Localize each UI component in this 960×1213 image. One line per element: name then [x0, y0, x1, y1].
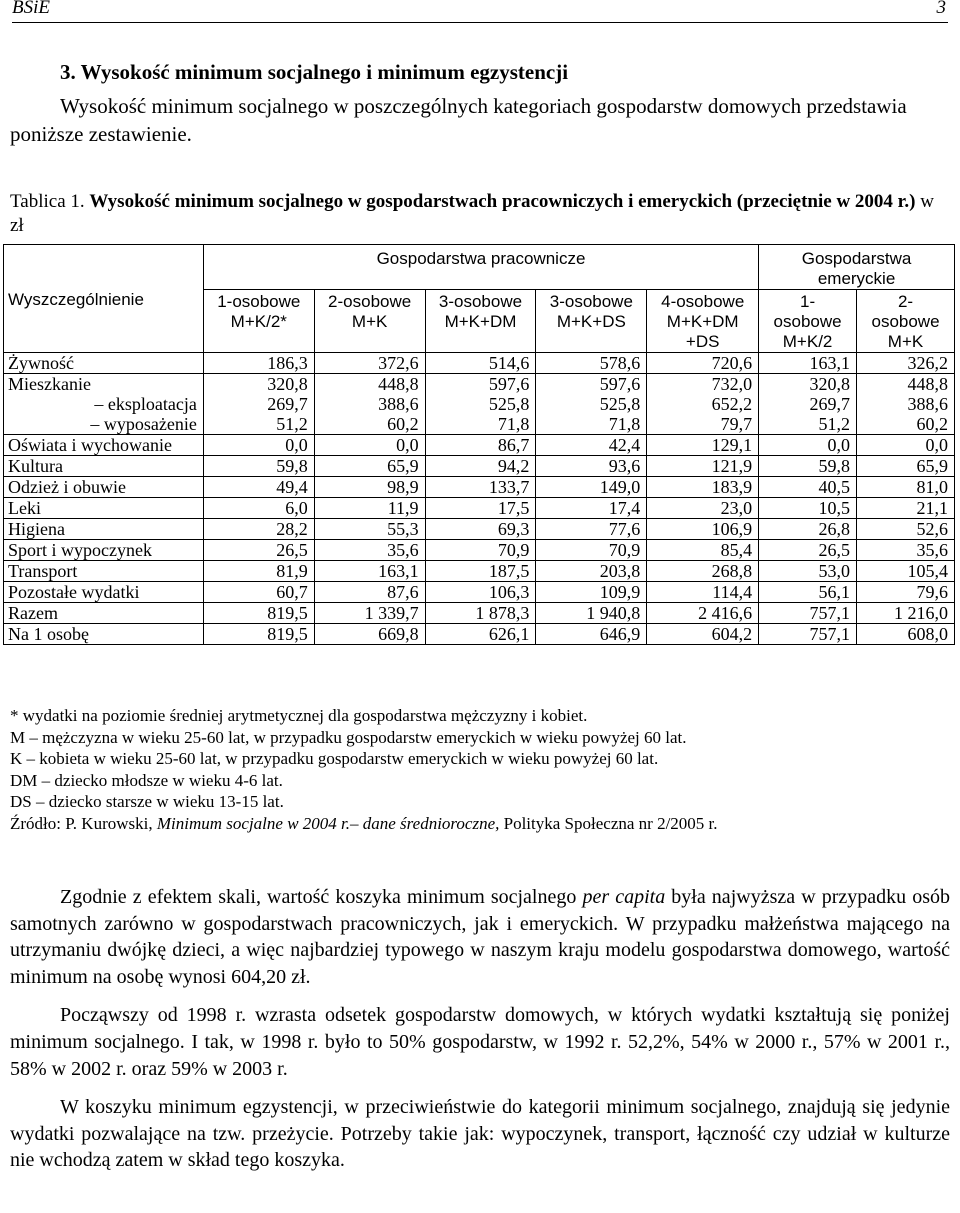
table-cell: 56,1	[759, 582, 857, 603]
column-header-line: 3-osobowe	[549, 292, 633, 311]
table-cell: 372,6	[314, 353, 425, 374]
column-header-line: 2-	[897, 292, 914, 311]
row-label: Mieszkanie	[4, 374, 204, 395]
table-cell: 65,9	[314, 456, 425, 477]
column-header-line: M+K+DS	[556, 312, 626, 331]
table-row	[4, 540, 955, 561]
table-cell: 448,8	[314, 374, 425, 395]
caption-unit: w zł	[10, 191, 934, 236]
table-cell: 79,7	[647, 414, 759, 435]
table-cell: 1 216,0	[857, 603, 955, 624]
table-row	[4, 477, 955, 498]
column-header-5	[647, 290, 759, 353]
journal-abbrev: BSiE	[12, 0, 50, 18]
table-cell: 26,5	[759, 540, 857, 561]
table-cell: 163,1	[314, 561, 425, 582]
caption-prefix: Tablica 1.	[10, 191, 85, 212]
table-cell: 53,0	[759, 561, 857, 582]
table-cell: 35,6	[857, 540, 955, 561]
table-cell: 87,6	[314, 582, 425, 603]
table-notes	[10, 705, 950, 834]
p1-italic: per capita	[582, 886, 666, 908]
table-row	[4, 498, 955, 519]
column-header-line: M+K+DM	[444, 312, 517, 331]
table-cell: 597,6	[425, 374, 536, 395]
table-cell: 70,9	[425, 540, 536, 561]
table-cell: 98,9	[314, 477, 425, 498]
table-cell: 59,8	[203, 456, 314, 477]
table-row	[4, 561, 955, 582]
row-label-header: Wyszczególnienie	[4, 290, 204, 353]
column-header-2	[314, 290, 425, 353]
table-cell: 6,0	[203, 498, 314, 519]
table-cell: 2 416,6	[647, 603, 759, 624]
column-header-4	[536, 290, 647, 353]
p1-text-b: była najwyższa w przypadku osób samotnych zarówno w gospodarstwach pracowniczych, jak i emeryckich. W przypadku małżeństwa mającego na utrzymaniu dwójkę dzieci, a więc najbardziej typowego w naszym kraju modelu gospodarstwa domowego, wartość minimum na osobę wynosi 604,20 zł.	[10, 886, 951, 988]
table-cell: 65,9	[857, 456, 955, 477]
table-cell: 26,8	[759, 519, 857, 540]
page-number: 3	[936, 0, 946, 18]
table-cell: 186,3	[203, 353, 314, 374]
table-cell: 525,8	[425, 394, 536, 414]
column-header-line: 1-osobowe	[217, 292, 301, 311]
table-cell: 81,0	[857, 477, 955, 498]
table-cell: 40,5	[759, 477, 857, 498]
table-cell: 55,3	[314, 519, 425, 540]
table-cell: 203,8	[536, 561, 647, 582]
table-cell: 52,6	[857, 519, 955, 540]
column-header-line: +DS	[685, 332, 720, 351]
column-header-1	[203, 290, 314, 353]
table-cell: 269,7	[759, 394, 857, 414]
table-cell: 133,7	[425, 477, 536, 498]
table-cell: 0,0	[857, 435, 955, 456]
table-row	[4, 435, 955, 456]
table-cell: 720,6	[647, 353, 759, 374]
table-cell: 17,4	[536, 498, 647, 519]
table-row	[4, 374, 955, 395]
table-cell: 17,5	[425, 498, 536, 519]
table-cell: 23,0	[647, 498, 759, 519]
table-cell: 646,9	[536, 624, 647, 645]
table-cell: 69,3	[425, 519, 536, 540]
row-label: Oświata i wychowanie	[4, 435, 204, 456]
table-cell: 514,6	[425, 353, 536, 374]
table-cell: 93,6	[536, 456, 647, 477]
table-cell: 757,1	[759, 603, 857, 624]
column-header-line: osobowe	[773, 312, 842, 331]
table-row	[4, 603, 955, 624]
row-label: Pozostałe wydatki	[4, 582, 204, 603]
column-header-3	[425, 290, 536, 353]
column-header-line: M+K/2*	[230, 312, 287, 331]
group-workers: Gospodarstwa pracownicze	[203, 245, 758, 290]
column-header-line: 3-osobowe	[438, 292, 523, 311]
column-header-line: 1-	[800, 292, 816, 311]
p1-text-a: Zgodnie z efektem skali, wartość koszyka minimum socjalnego	[60, 886, 583, 908]
column-header-line: M+K+DM	[666, 312, 739, 331]
table-cell: 732,0	[647, 374, 759, 395]
table-cell: 86,7	[425, 435, 536, 456]
table-cell: 0,0	[759, 435, 857, 456]
table-row	[4, 353, 955, 374]
table-cell: 109,9	[536, 582, 647, 603]
intro-paragraph: Wysokość minimum socjalnego w poszczególnych kategoriach gospodarstw domowych przedstawia poniższe zestawienie.	[10, 94, 907, 146]
note-m: M – mężczyzna w wieku 25-60 lat, w przypadku gospodarstw emeryckich w wieku powyżej 60 lat.	[10, 727, 687, 747]
table-cell: 81,9	[203, 561, 314, 582]
table-cell: 652,2	[647, 394, 759, 414]
row-label: Kultura	[4, 456, 204, 477]
table-cell: 757,1	[759, 624, 857, 645]
note-source	[10, 813, 950, 835]
caption-title: Wysokość minimum socjalnego w gospodarstwach pracowniczych i emeryckich (przeciętnie w 2004 r.)	[89, 191, 916, 212]
table-cell: 578,6	[536, 353, 647, 374]
running-header	[0, 0, 960, 24]
column-header-6	[759, 290, 857, 353]
table-cell: 129,1	[647, 435, 759, 456]
table-cell: 819,5	[203, 624, 314, 645]
column-header-line: M+K	[351, 312, 388, 331]
source-title: Minimum socjalne w 2004 r.– dane średnioroczne,	[156, 813, 500, 833]
table-cell: 268,8	[647, 561, 759, 582]
table-cell: 608,0	[857, 624, 955, 645]
paragraph-1	[10, 884, 950, 990]
column-header-7	[857, 290, 955, 353]
row-label: Leki	[4, 498, 204, 519]
source-journal: Polityka Społeczna nr 2/2005 r.	[499, 813, 718, 833]
table-cell: 597,6	[536, 374, 647, 395]
table-cell: 448,8	[857, 374, 955, 395]
table-cell: 669,8	[314, 624, 425, 645]
table-cell: 819,5	[203, 603, 314, 624]
table-cell: 77,6	[536, 519, 647, 540]
table-cell: 525,8	[536, 394, 647, 414]
table-row	[4, 519, 955, 540]
table-cell: 149,0	[536, 477, 647, 498]
table-cell: 49,4	[203, 477, 314, 498]
section-title: 3. Wysokość minimum socjalnego i minimum egzystencji	[60, 60, 569, 84]
column-header-line: 4-osobowe	[661, 292, 745, 311]
table-cell: 269,7	[203, 394, 314, 414]
table-cell: 11,9	[314, 498, 425, 519]
table-cell: 320,8	[759, 374, 857, 395]
table-row	[4, 582, 955, 603]
table-cell: 85,4	[647, 540, 759, 561]
row-label: Sport i wypoczynek	[4, 540, 204, 561]
table-cell: 106,3	[425, 582, 536, 603]
note-dm: DM – dziecko młodsze w wieku 4-6 lat.	[10, 770, 283, 790]
note-ds: DS – dziecko starsze w wieku 13-15 lat.	[10, 792, 284, 811]
table-cell: 163,1	[759, 353, 857, 374]
row-label: – wyposażenie	[4, 414, 204, 435]
source-prefix: Źródło: P. Kurowski,	[10, 813, 157, 833]
minimum-table	[3, 244, 955, 645]
table-cell: 60,2	[857, 414, 955, 435]
table-cell: 51,2	[759, 414, 857, 435]
table-row	[4, 414, 955, 435]
table-cell: 79,6	[857, 582, 955, 603]
table-cell: 187,5	[425, 561, 536, 582]
table-cell: 94,2	[425, 456, 536, 477]
column-header-line: osobowe	[871, 312, 940, 331]
row-label: Żywność	[4, 353, 204, 374]
table-cell: 28,2	[203, 519, 314, 540]
table-cell: 1 339,7	[314, 603, 425, 624]
header-empty	[4, 245, 204, 290]
note-k: K – kobieta w wieku 25-60 lat, w przypadku gospodarstw emeryckich w wieku powyżej 60 lat.	[10, 749, 659, 768]
table-cell: 0,0	[314, 435, 425, 456]
table-cell: 388,6	[857, 394, 955, 414]
table-cell: 388,6	[314, 394, 425, 414]
table-cell: 0,0	[203, 435, 314, 456]
table-cell: 26,5	[203, 540, 314, 561]
column-header-line: M+K/2	[782, 332, 833, 351]
table-cell: 183,9	[647, 477, 759, 498]
table-cell: 21,1	[857, 498, 955, 519]
column-header-line: M+K	[887, 332, 924, 351]
row-label: – eksploatacja	[4, 394, 204, 414]
row-label: Razem	[4, 603, 204, 624]
row-label: Odzież i obuwie	[4, 477, 204, 498]
table-cell: 1 940,8	[536, 603, 647, 624]
table-cell: 105,4	[857, 561, 955, 582]
table-cell: 626,1	[425, 624, 536, 645]
group-pensioners: Gospodarstwa emeryckie	[759, 245, 955, 290]
table-cell: 114,4	[647, 582, 759, 603]
table-cell: 71,8	[536, 414, 647, 435]
table-cell: 60,2	[314, 414, 425, 435]
table-cell: 604,2	[647, 624, 759, 645]
table-row	[4, 624, 955, 645]
table-cell: 121,9	[647, 456, 759, 477]
table-cell: 71,8	[425, 414, 536, 435]
row-label: Na 1 osobę	[4, 624, 204, 645]
table-row	[4, 394, 955, 414]
table-row	[4, 456, 955, 477]
table-cell: 51,2	[203, 414, 314, 435]
table-cell: 106,9	[647, 519, 759, 540]
note-asterisk: * wydatki na poziomie średniej arytmetycznej dla gospodarstwa mężczyzny i kobiet.	[10, 706, 588, 725]
table-cell: 10,5	[759, 498, 857, 519]
row-label: Higiena	[4, 519, 204, 540]
body-text	[10, 884, 950, 1186]
table-cell: 59,8	[759, 456, 857, 477]
table-cell: 320,8	[203, 374, 314, 395]
row-label: Transport	[4, 561, 204, 582]
table-cell: 1 878,3	[425, 603, 536, 624]
table-cell: 70,9	[536, 540, 647, 561]
table-caption	[10, 190, 950, 238]
table-cell: 326,2	[857, 353, 955, 374]
column-header-line: 2-osobowe	[328, 292, 412, 311]
header-rule	[12, 22, 948, 23]
paragraph-3: W koszyku minimum egzystencji, w przeciwieństwie do kategorii minimum socjalnego, znajdują się jedynie wydatki pozwalające na tzw. przeżycie. Potrzeby takie jak: wypoczynek, transport, łączność czy udział w kulturze nie wchodzą zatem w skład tego koszyka.	[10, 1096, 950, 1172]
table-cell: 60,7	[203, 582, 314, 603]
table-cell: 35,6	[314, 540, 425, 561]
table-cell: 42,4	[536, 435, 647, 456]
paragraph-2: Począwszy od 1998 r. wzrasta odsetek gospodarstw domowych, w których wydatki kształtują się poniżej minimum socjalnego. I tak, w 1998 r. było to 50% gospodarstw, w 1992 r. 52,2%, 54% w 2000 r., 57% w 2001 r., 58% w 2002 r. oraz 59% w 2003 r.	[10, 1004, 950, 1080]
